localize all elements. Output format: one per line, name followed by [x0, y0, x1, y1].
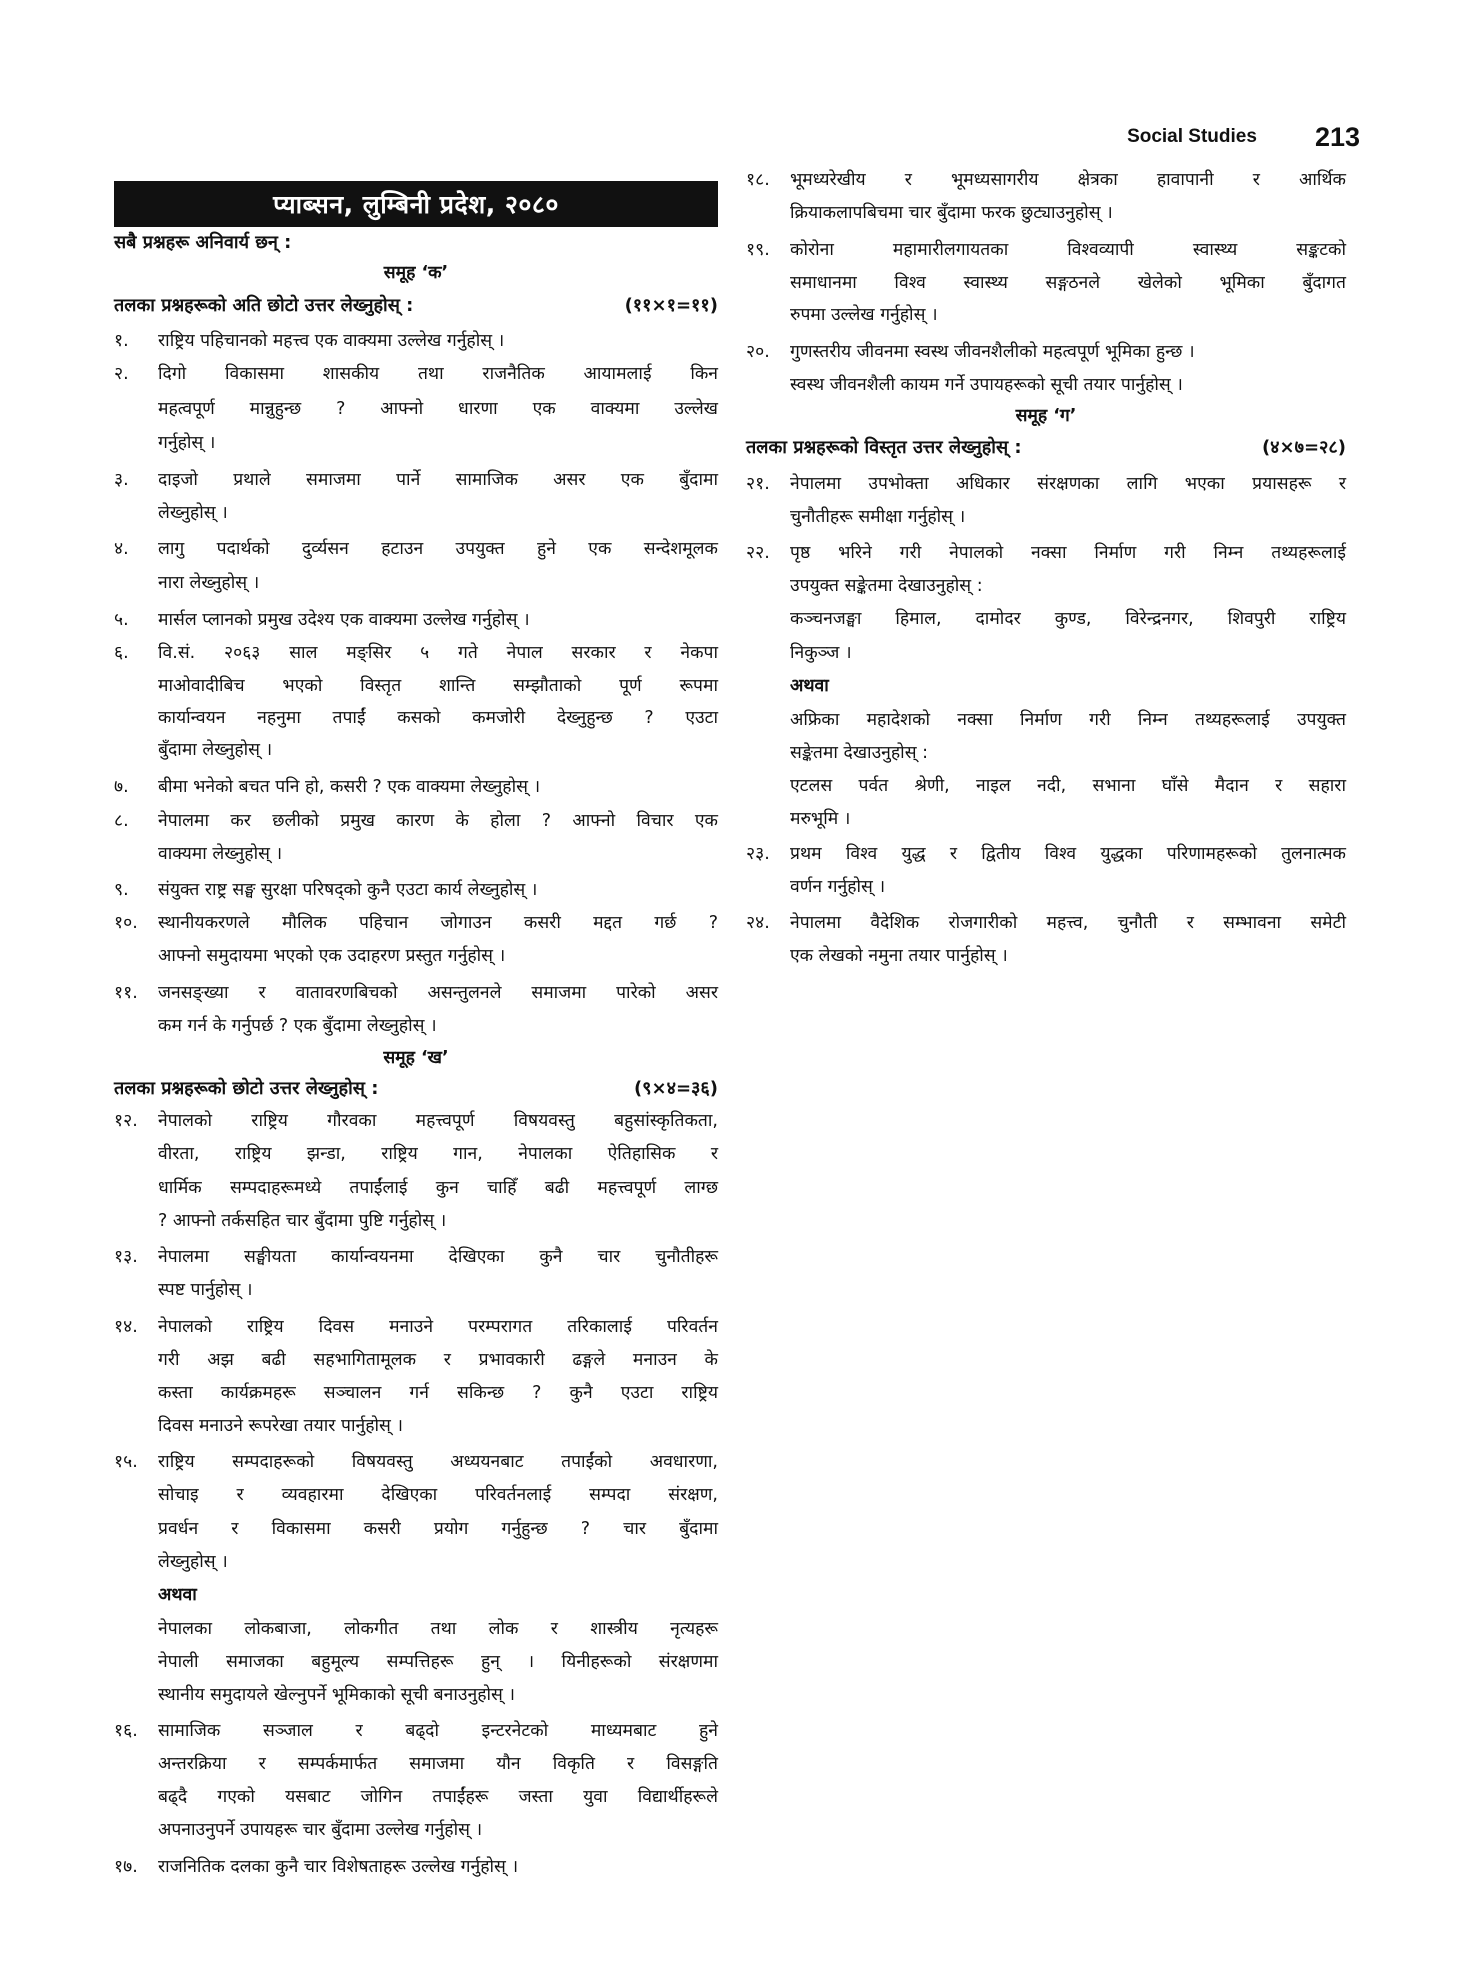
group-b-marks: (९×४=३६): [633, 1078, 718, 1099]
question-12: [114, 1106, 718, 1136]
question-24-line-2: एक लेखको नमुना तयार पार्नुहोस् ।: [790, 946, 1008, 966]
question-number: १८.: [746, 170, 770, 190]
question-text: स्थानीयकरणले मौलिक पहिचान जोगाउन कसरी मद्दत गर्छ ?: [158, 913, 718, 933]
question-14-line-3: [114, 1378, 718, 1408]
question-text: वीरता, राष्ट्रिय झन्डा, राष्ट्रिय गान, नेपालका ऐतिहासिक र: [158, 1144, 718, 1164]
question-22-alt-line-4: मरुभूमि ।: [790, 809, 851, 829]
question-text: महत्वपूर्ण मान्नुहुन्छ ? आफ्नो धारणा एक वाक्यमा उल्लेख: [158, 399, 718, 419]
question-10: [114, 908, 718, 938]
question-number: ७.: [114, 777, 129, 797]
exam-title: प्याब्सन, लुम्बिनी प्रदेश, २०८०: [114, 181, 718, 227]
question-20: [746, 337, 1346, 367]
question-number: १४.: [114, 1317, 138, 1337]
question-8-line-2: वाक्यमा लेख्नुहोस् ।: [158, 844, 283, 864]
question-18-line-2: क्रियाकलापबिचमा चार बुँदामा फरक छुट्याउनुहोस् ।: [790, 203, 1113, 223]
question-number: १६.: [114, 1721, 138, 1741]
question-text: बीमा भनेको बचत पनि हो, कसरी ? एक वाक्यमा लेख्नुहोस् ।: [158, 777, 541, 797]
question-21-line-2: चुनौतीहरू समीक्षा गर्नुहोस् ।: [790, 507, 966, 527]
group-b-instruction-row: [114, 1074, 718, 1104]
page-header: [1060, 120, 1360, 154]
question-number: १२.: [114, 1111, 138, 1131]
or-label: अथवा: [158, 1585, 197, 1605]
question-22: [746, 538, 1346, 568]
question-24: [746, 908, 1346, 938]
question-20-line-2: स्वस्थ जीवनशैली कायम गर्ने उपायहरूको सूची तयार पार्नुहोस् ।: [790, 375, 1183, 395]
question-15-line-4: लेख्नुहोस् ।: [158, 1552, 228, 1572]
group-b-instruction: तलका प्रश्नहरूको छोटो उत्तर लेख्नुहोस् :: [114, 1078, 379, 1099]
question-6: [114, 638, 718, 668]
question-number: ४.: [114, 539, 129, 559]
question-text: वि.सं. २०६३ साल मङ्सिर ५ गते नेपाल सरकार र नेकपा: [158, 643, 718, 663]
question-5: [114, 605, 718, 635]
group-a-marks: (११×१=११): [624, 295, 718, 316]
question-number: ३.: [114, 470, 129, 490]
question-13: [114, 1242, 718, 1272]
question-number: ५.: [114, 610, 129, 630]
question-number: २४.: [746, 913, 770, 933]
question-text: नेपालको राष्ट्रिय दिवस मनाउने परम्परागत तरिकालाई परिवर्तन: [158, 1317, 718, 1337]
question-19: [746, 235, 1346, 265]
question-text: कञ्चनजङ्घा हिमाल, दामोदर कुण्ड, विरेन्द्रनगर, शिवपुरी राष्ट्रिय: [790, 609, 1346, 629]
question-text: पृष्ठ भरिने गरी नेपालको नक्सा निर्माण गरी निम्न तथ्यहरूलाई: [790, 543, 1346, 563]
question-text: समाधानमा विश्व स्वास्थ्य सङ्गठनले खेलेको भूमिका बुँदागत: [790, 273, 1346, 293]
question-13-line-2: स्पष्ट पार्नुहोस् ।: [158, 1280, 253, 1300]
question-text: सोचाइ र व्यवहारमा देखिएका परिवर्तनलाई सम्पदा संरक्षण,: [158, 1485, 718, 1505]
question-text: जनसङ्ख्या र वातावरणबिचको असन्तुलनले समाजमा पारेको असर: [158, 983, 718, 1003]
question-text: अन्तरक्रिया र सम्पर्कमार्फत समाजमा यौन विकृति र विसङ्गति: [158, 1754, 718, 1774]
all-compulsory-note: सबै प्रश्नहरू अनिवार्य छन् :: [114, 232, 292, 253]
question-text: नेपालमा वैदेशिक रोजगारीको महत्त्व, चुनौती र सम्भावना समेटी: [790, 913, 1346, 933]
question-19-line-2: [746, 268, 1346, 298]
group-c-marks: (४×७=२८): [1261, 437, 1346, 458]
group-a-instruction: तलका प्रश्नहरूको अति छोटो उत्तर लेख्नुहोस् :: [114, 295, 414, 316]
question-text: भूमध्यरेखीय र भूमध्यसागरीय क्षेत्रका हावापानी र आर्थिक: [790, 170, 1346, 190]
question-number: १७.: [114, 1857, 138, 1877]
question-12-line-2: [114, 1139, 718, 1169]
question-22-alt-line-3: [746, 771, 1346, 801]
question-12-line-4: ? आफ्नो तर्कसहित चार बुँदामा पुष्टि गर्नुहोस् ।: [158, 1211, 447, 1231]
question-text: माओवादीबिच भएको विस्तृत शान्ति सम्झौताको पूर्ण रूपमा: [158, 676, 718, 696]
question-23-line-2: वर्णन गर्नुहोस् ।: [790, 877, 886, 897]
question-text: कार्यान्वयन नहनुमा तपाईं कसको कमजोरी देख्नुहुन्छ ? एउटा: [158, 708, 718, 728]
question-15-alt-line-3: स्थानीय समुदायले खेल्नुपर्ने भूमिकाको सूची बनाउनुहोस् ।: [158, 1685, 516, 1705]
question-3: [114, 465, 718, 495]
question-2: [114, 359, 718, 389]
question-text: नेपालमा सङ्घीयता कार्यान्वयनमा देखिएका कुनै चार चुनौतीहरू: [158, 1247, 718, 1267]
question-text: एटलस पर्वत श्रेणी, नाइल नदी, सभाना घाँसे मैदान र सहारा: [790, 776, 1346, 796]
question-15-line-3: [114, 1514, 718, 1544]
question-text: नेपालमा उपभोक्ता अधिकार संरक्षणका लागि भएका प्रयासहरू र: [790, 474, 1346, 494]
group-c-label: समूह ‘ग’: [1015, 406, 1077, 426]
question-22-line-4: निकुञ्ज ।: [790, 643, 852, 663]
question-21: [746, 469, 1346, 499]
question-6-line-3: [114, 703, 718, 733]
question-text: बढ्दै गएको यसबाट जोगिन तपाईंहरू जस्ता युवा विद्यार्थीहरूले: [158, 1787, 718, 1807]
question-18: [746, 165, 1346, 195]
question-text: मार्सल प्लानको प्रमुख उदेश्य एक वाक्यमा उल्लेख गर्नुहोस् ।: [158, 610, 530, 630]
question-15-line-2: [114, 1480, 718, 1510]
question-19-line-3: रुपमा उल्लेख गर्नुहोस् ।: [790, 305, 938, 325]
question-text: कस्ता कार्यक्रमहरू सञ्चालन गर्न सकिन्छ ? कुनै एउटा राष्ट्रिय: [158, 1383, 718, 1403]
question-16-line-4: अपनाउनुपर्ने उपायहरू चार बुँदामा उल्लेख गर्नुहोस् ।: [158, 1820, 483, 1840]
question-text: नेपालका लोकबाजा, लोकगीत तथा लोक र शास्त्रीय नृत्यहरू: [158, 1619, 718, 1639]
question-text: प्रवर्धन र विकासमा कसरी प्रयोग गर्नुहुन्छ ? चार बुँदामा: [158, 1519, 718, 1539]
question-6-line-2: [114, 671, 718, 701]
question-22-alt-line-2: सङ्केतमा देखाउनुहोस् :: [790, 743, 928, 763]
question-number: २०.: [746, 342, 770, 362]
question-number: २१.: [746, 474, 770, 494]
question-10-line-2: आफ्नो समुदायमा भएको एक उदाहरण प्रस्तुत गर्नुहोस् ।: [158, 946, 506, 966]
question-2-line-3: गर्नुहोस् ।: [158, 433, 216, 453]
question-22-line-2: उपयुक्त सङ्केतमा देखाउनुहोस् :: [790, 576, 983, 596]
page-number: 213: [1314, 121, 1360, 152]
question-11: [114, 978, 718, 1008]
question-15-alt-line-2: [114, 1647, 718, 1677]
question-text: धार्मिक सम्पदाहरूमध्ये तपाईंलाई कुन चाहिँ बढी महत्त्वपूर्ण लाग्छ: [158, 1178, 718, 1198]
question-3-line-2: लेख्नुहोस् ।: [158, 503, 228, 523]
or-label: अथवा: [790, 676, 829, 696]
question-number: ९.: [114, 880, 129, 900]
question-text: नेपालको राष्ट्रिय गौरवका महत्त्वपूर्ण विषयवस्तु बहुसांस्कृतिकता,: [158, 1111, 718, 1131]
question-text: संयुक्त राष्ट्र सङ्घ सुरक्षा परिषद्को कुनै एउटा कार्य लेख्नुहोस् ।: [158, 880, 538, 900]
question-4: [114, 534, 718, 564]
question-text: नेपाली समाजका बहुमूल्य सम्पत्तिहरू हुन् । यिनीहरूको संरक्षणमा: [158, 1652, 718, 1672]
question-17: [114, 1852, 718, 1882]
question-8: [114, 806, 718, 836]
question-number: ११.: [114, 983, 138, 1003]
question-text: गरी अझ बढी सहभागितामूलक र प्रभावकारी ढङ्गले मनाउन के: [158, 1350, 718, 1370]
question-16-line-3: [114, 1782, 718, 1812]
question-text: राष्ट्रिय सम्पदाहरूको विषयवस्तु अध्ययनबाट तपाईंको अवधारणा,: [158, 1452, 718, 1472]
question-text: नेपालमा कर छलीको प्रमुख कारण के होला ? आफ्नो विचार एक: [158, 811, 718, 831]
question-number: १०.: [114, 913, 138, 933]
question-number: २.: [114, 364, 129, 384]
question-12-line-3: [114, 1173, 718, 1203]
question-number: २२.: [746, 543, 770, 563]
question-14: [114, 1312, 718, 1342]
question-number: १३.: [114, 1247, 138, 1267]
question-text: गुणस्तरीय जीवनमा स्वस्थ जीवनशैलीको महत्वपूर्ण भूमिका हुन्छ ।: [790, 342, 1195, 362]
question-6-line-4: बुँदामा लेख्नुहोस् ।: [158, 740, 273, 760]
question-7: [114, 772, 718, 802]
question-text: दाइजो प्रथाले समाजमा पार्ने सामाजिक असर एक बुँदामा: [158, 470, 718, 490]
question-number: १.: [114, 331, 129, 351]
question-text: राष्ट्रिय पहिचानको महत्त्व एक वाक्यमा उल्लेख गर्नुहोस् ।: [158, 331, 505, 351]
question-text: प्रथम विश्व युद्ध र द्वितीय विश्व युद्धका परिणामहरूको तुलनात्मक: [790, 844, 1346, 864]
question-22-line-3: [746, 604, 1346, 634]
group-a-instruction-row: [114, 291, 718, 321]
question-number: १५.: [114, 1452, 138, 1472]
group-c-instruction-row: [746, 433, 1346, 463]
subject-name: Social Studies: [1127, 126, 1257, 147]
question-2-line-2: [114, 394, 718, 424]
question-text: अफ्रिका महादेशको नक्सा निर्माण गरी निम्न तथ्यहरूलाई उपयुक्त: [790, 710, 1346, 730]
question-16-line-2: [114, 1749, 718, 1779]
question-15: [114, 1447, 718, 1477]
question-14-line-2: [114, 1345, 718, 1375]
question-11-line-2: कम गर्न के गर्नुपर्छ ? एक बुँदामा लेख्नुहोस् ।: [158, 1016, 437, 1036]
question-text: कोरोना महामारीलगायतका विश्वव्यापी स्वास्थ्य सङ्कटको: [790, 240, 1346, 260]
question-16: [114, 1716, 718, 1746]
question-number: २३.: [746, 844, 770, 864]
group-a-label: समूह ‘क’: [383, 263, 449, 283]
question-number: ६.: [114, 643, 129, 663]
question-14-line-4: दिवस मनाउने रूपरेखा तयार पार्नुहोस् ।: [158, 1416, 404, 1436]
question-4-line-2: नारा लेख्नुहोस् ।: [158, 573, 260, 593]
question-text: राजनितिक दलका कुनै चार विशेषताहरू उल्लेख गर्नुहोस् ।: [158, 1857, 519, 1877]
question-15-alt-line-1: [114, 1614, 718, 1644]
question-23: [746, 839, 1346, 869]
question-9: [114, 875, 718, 905]
question-1: [114, 326, 718, 356]
group-c-instruction: तलका प्रश्नहरूको विस्तृत उत्तर लेख्नुहोस् :: [746, 437, 1022, 458]
question-number: ८.: [114, 811, 129, 831]
question-text: दिगो विकासमा शासकीय तथा राजनैतिक आयामलाई किन: [158, 364, 718, 384]
question-number: १९.: [746, 240, 770, 260]
question-22-alt-line-1: [746, 705, 1346, 735]
question-text: लागु पदार्थको दुर्व्यसन हटाउन उपयुक्त हुने एक सन्देशमूलक: [158, 539, 718, 559]
group-b-label: समूह ‘ख’: [383, 1048, 449, 1068]
question-text: सामाजिक सञ्जाल र बढ्दो इन्टरनेटको माध्यमबाट हुने: [158, 1721, 718, 1741]
